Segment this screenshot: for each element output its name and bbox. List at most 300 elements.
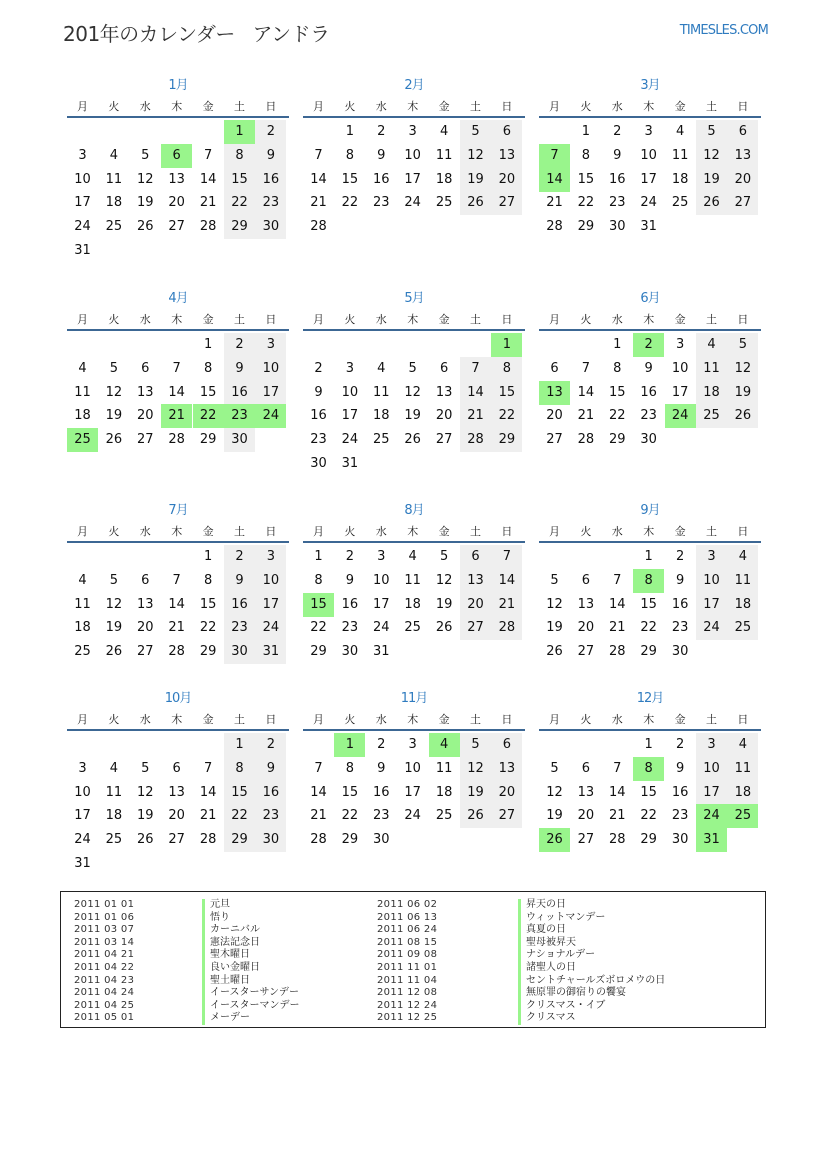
day-cell: 6 — [491, 120, 522, 144]
day-cell: 23 — [671, 808, 689, 824]
day-cell: 4 — [408, 549, 417, 564]
month-title: 5月 — [404, 291, 424, 306]
holiday-date: 2011 04 23 — [74, 974, 135, 986]
day-cell: 3 — [408, 737, 417, 752]
day-cell: 14 — [310, 784, 327, 800]
weekday-label: 金 — [202, 525, 214, 538]
day-cell: 6 — [439, 360, 449, 376]
day-cell: 5 — [408, 360, 417, 376]
day-cell: 22 — [577, 195, 595, 211]
weekday-header — [303, 98, 525, 112]
brand-logo[interactable]: TIMESLES.COM — [679, 23, 768, 38]
day-cell: 31 — [373, 644, 390, 660]
day-cell: 6 — [581, 760, 591, 776]
weekday-label: 火 — [580, 713, 592, 726]
holiday-date: 2011 04 24 — [74, 987, 135, 999]
day-cell: 22 — [224, 804, 255, 828]
weekday-label: 火 — [108, 313, 120, 326]
day-cell: 12 — [460, 144, 491, 168]
day-cell: 11 — [727, 757, 758, 781]
weekday-label: 日 — [737, 525, 749, 538]
day-cell: 30 — [224, 428, 255, 452]
day-cell: 11 — [105, 171, 123, 187]
holiday-day-cell: 26 — [539, 828, 570, 852]
weekday-label: 金 — [438, 713, 450, 726]
day-cell: 22 — [310, 620, 327, 636]
holiday-day-cell: 15 — [303, 593, 334, 617]
day-cell: 21 — [310, 808, 327, 824]
header-rule — [67, 116, 289, 118]
day-cell: 3 — [644, 124, 653, 139]
day-cell: 31 — [341, 456, 359, 471]
day-cell: 15 — [341, 171, 359, 187]
weekday-label: 金 — [202, 713, 214, 726]
day-cell: 19 — [727, 381, 758, 405]
day-cell: 16 — [224, 593, 255, 617]
holiday-date: 2011 04 22 — [74, 962, 135, 973]
weekday-label: 金 — [674, 525, 686, 538]
weekday-label: 木 — [171, 100, 183, 113]
weekday-label: 水 — [139, 713, 151, 726]
day-cell: 26 — [546, 644, 563, 660]
holiday-date: 2011 06 13 — [377, 911, 438, 923]
day-cell: 2 — [675, 549, 685, 564]
weekday-label: 火 — [344, 525, 356, 538]
day-cell: 29 — [224, 215, 255, 239]
weekday-label: 土 — [470, 313, 481, 326]
weekday-label: 火 — [580, 525, 592, 538]
day-cell: 24 — [74, 219, 91, 235]
holiday-name: 諸聖人の日 — [518, 962, 576, 975]
day-cell: 4 — [109, 760, 119, 776]
holiday-date: 2011 11 01 — [377, 962, 438, 973]
holiday-name: 憲法記念日 — [202, 937, 260, 950]
weekday-label: 月 — [549, 525, 560, 538]
holiday-name: 無原罪の御宿りの饗宴 — [518, 987, 626, 1000]
day-cell: 7 — [172, 360, 181, 376]
day-cell: 11 — [404, 572, 421, 588]
day-cell: 25 — [373, 432, 390, 448]
day-cell: 29 — [199, 432, 217, 448]
day-cell: 20 — [491, 781, 522, 805]
day-cell: 2 — [255, 120, 286, 144]
day-cell: 29 — [609, 432, 626, 448]
day-cell: 11 — [105, 784, 123, 800]
header-rule — [67, 541, 289, 543]
day-cell: 8 — [613, 360, 622, 376]
day-cell: 15 — [577, 171, 595, 187]
day-cell: 28 — [546, 219, 563, 235]
day-cell: 31 — [74, 856, 91, 871]
day-cell: 23 — [373, 195, 390, 211]
day-cell: 30 — [224, 640, 255, 664]
day-cell: 31 — [640, 219, 657, 235]
day-cell: 8 — [345, 760, 355, 776]
day-cell: 10 — [640, 147, 657, 163]
holiday-day-cell: 21 — [161, 404, 192, 428]
day-cell: 2 — [613, 124, 622, 139]
day-cell: 18 — [435, 784, 453, 800]
holiday-day-cell: 7 — [539, 144, 570, 168]
day-cell: 21 — [491, 593, 522, 617]
holiday-date: 2011 11 04 — [377, 974, 438, 986]
weekday-label: 水 — [611, 713, 623, 726]
day-cell: 22 — [341, 808, 359, 824]
holiday-date: 2011 12 24 — [377, 999, 438, 1011]
weekday-label: 木 — [643, 713, 655, 726]
month-11 — [303, 687, 525, 887]
day-cell: 17 — [696, 781, 727, 805]
day-cell: 9 — [377, 147, 386, 163]
weekday-header — [303, 523, 525, 537]
day-cell: 31 — [74, 243, 91, 258]
day-cell: 11 — [727, 569, 758, 593]
day-cell: 5 — [550, 572, 559, 588]
day-cell: 4 — [696, 333, 727, 357]
header-rule — [303, 329, 525, 331]
holiday-day-cell: 23 — [224, 404, 255, 428]
holiday-date: 2011 09 08 — [377, 949, 438, 961]
day-cell: 1 — [224, 733, 255, 757]
day-cell: 24 — [640, 195, 657, 211]
day-cell: 1 — [345, 124, 355, 139]
weekday-header — [539, 523, 761, 537]
day-cell: 12 — [137, 171, 154, 187]
header-rule — [67, 329, 289, 331]
day-cell: 13 — [577, 784, 595, 800]
weekday-header — [67, 711, 289, 725]
day-cell: 12 — [105, 596, 123, 612]
day-cell: 18 — [696, 381, 727, 405]
day-cell: 8 — [314, 572, 323, 588]
day-cell: 15 — [491, 381, 522, 405]
weekday-label: 月 — [549, 313, 560, 326]
weekday-header — [67, 311, 289, 325]
holiday-date: 2011 08 15 — [377, 936, 438, 948]
header-rule — [67, 729, 289, 731]
weekday-label: 水 — [375, 713, 387, 726]
day-cell: 19 — [105, 620, 123, 636]
day-cell: 30 — [671, 832, 689, 848]
day-cell: 27 — [491, 191, 522, 215]
day-cell: 4 — [727, 545, 758, 569]
day-cell: 12 — [546, 784, 563, 800]
day-cell: 22 — [199, 620, 217, 636]
weekday-label: 月 — [549, 100, 560, 113]
day-cell: 19 — [137, 195, 154, 211]
month-title: 6月 — [640, 291, 660, 306]
day-cell: 28 — [199, 832, 217, 848]
day-cell: 7 — [172, 572, 181, 588]
day-cell: 28 — [491, 616, 522, 640]
day-cell: 3 — [696, 733, 727, 757]
day-cell: 5 — [141, 147, 150, 163]
weekday-label: 月 — [313, 525, 324, 538]
day-cell: 11 — [435, 147, 453, 163]
day-cell: 18 — [74, 620, 91, 636]
weekday-label: 金 — [202, 100, 214, 113]
weekday-label: 火 — [344, 313, 356, 326]
day-cell: 3 — [675, 337, 685, 352]
day-cell: 19 — [460, 781, 491, 805]
day-cell: 8 — [203, 572, 213, 588]
day-cell: 10 — [74, 171, 91, 187]
day-cell: 24 — [696, 616, 727, 640]
holiday-date: 2011 05 01 — [74, 1012, 135, 1024]
day-cell: 12 — [546, 596, 563, 612]
holiday-name: ナショナルデー — [518, 949, 595, 962]
day-cell: 13 — [491, 757, 522, 781]
day-cell: 15 — [640, 784, 657, 800]
weekday-label: 土 — [470, 525, 481, 538]
day-cell: 4 — [109, 147, 119, 163]
holiday-day-cell: 4 — [429, 733, 460, 757]
day-cell: 29 — [341, 832, 359, 848]
day-cell: 13 — [168, 171, 185, 187]
day-cell: 20 — [577, 620, 595, 636]
month-10 — [67, 687, 289, 887]
day-cell: 8 — [491, 357, 522, 381]
day-cell: 1 — [644, 549, 653, 564]
day-cell: 10 — [404, 760, 421, 776]
day-cell: 1 — [613, 337, 622, 352]
weekday-label: 火 — [344, 713, 356, 726]
weekday-label: 日 — [501, 100, 513, 113]
day-cell: 1 — [203, 549, 213, 564]
weekday-label: 日 — [265, 313, 277, 326]
day-cell: 3 — [377, 549, 386, 564]
day-cell: 22 — [224, 191, 255, 215]
day-cell: 14 — [491, 569, 522, 593]
day-cell: 31 — [255, 640, 286, 664]
day-cell: 17 — [255, 593, 286, 617]
day-cell: 10 — [341, 384, 359, 400]
month-title: 7月 — [168, 503, 188, 518]
day-cell: 27 — [460, 616, 491, 640]
day-cell: 14 — [577, 384, 595, 400]
day-cell: 20 — [137, 620, 154, 636]
day-cell: 27 — [577, 832, 595, 848]
day-cell: 5 — [439, 549, 449, 564]
day-cell: 9 — [377, 760, 386, 776]
weekday-label: 水 — [375, 313, 387, 326]
day-cell: 24 — [74, 832, 91, 848]
day-cell: 17 — [671, 384, 689, 400]
day-cell: 16 — [255, 168, 286, 192]
weekday-label: 火 — [108, 100, 120, 113]
day-cell: 5 — [727, 333, 758, 357]
weekday-label: 火 — [108, 525, 120, 538]
weekday-header — [303, 711, 525, 725]
weekday-label: 土 — [706, 313, 717, 326]
day-cell: 3 — [408, 124, 417, 139]
month-4 — [67, 287, 289, 487]
day-cell: 6 — [550, 360, 559, 376]
header-rule — [303, 541, 525, 543]
header-rule — [539, 329, 761, 331]
day-cell: 10 — [671, 360, 689, 376]
day-cell: 5 — [696, 120, 727, 144]
weekday-label: 日 — [265, 100, 277, 113]
day-cell: 16 — [341, 596, 359, 612]
day-cell: 9 — [675, 760, 685, 776]
day-cell: 23 — [640, 408, 657, 424]
day-cell: 7 — [613, 572, 622, 588]
day-cell: 19 — [404, 408, 421, 424]
month-6 — [539, 287, 761, 487]
day-cell: 9 — [224, 569, 255, 593]
day-cell: 13 — [137, 596, 154, 612]
holiday-date: 2011 12 08 — [377, 987, 438, 999]
day-cell: 9 — [314, 384, 323, 400]
day-cell: 14 — [168, 596, 185, 612]
day-cell: 18 — [105, 195, 123, 211]
day-cell: 27 — [435, 432, 453, 448]
day-cell: 21 — [577, 408, 595, 424]
day-cell: 21 — [199, 808, 217, 824]
day-cell: 20 — [168, 808, 185, 824]
day-cell: 11 — [373, 384, 390, 400]
holiday-name: セントチャールズボロメウの日 — [518, 975, 665, 988]
day-cell: 21 — [310, 195, 327, 211]
weekday-label: 月 — [77, 100, 88, 113]
weekday-label: 木 — [171, 525, 183, 538]
day-cell: 29 — [640, 832, 657, 848]
day-cell: 5 — [109, 572, 119, 588]
day-cell: 3 — [255, 333, 286, 357]
weekday-label: 水 — [375, 100, 387, 113]
day-cell: 29 — [224, 828, 255, 852]
day-cell: 28 — [609, 832, 626, 848]
day-cell: 27 — [727, 191, 758, 215]
day-cell: 8 — [224, 144, 255, 168]
day-cell: 8 — [203, 360, 213, 376]
day-cell: 12 — [460, 757, 491, 781]
day-cell: 16 — [310, 408, 327, 424]
day-cell: 9 — [345, 572, 355, 588]
holiday-day-cell: 13 — [539, 381, 570, 405]
weekday-label: 火 — [580, 100, 592, 113]
month-title: 2月 — [404, 78, 424, 93]
day-cell: 16 — [609, 171, 626, 187]
day-cell: 30 — [373, 832, 390, 848]
day-cell: 1 — [314, 549, 323, 564]
day-cell: 2 — [377, 124, 386, 139]
weekday-label: 日 — [737, 713, 749, 726]
month-title: 9月 — [640, 503, 660, 518]
day-cell: 3 — [78, 760, 87, 776]
day-cell: 19 — [546, 808, 563, 824]
holiday-day-cell: 2 — [633, 333, 664, 357]
month-9 — [539, 499, 761, 699]
day-cell: 23 — [310, 432, 327, 448]
weekday-header — [539, 311, 761, 325]
month-title: 8月 — [404, 503, 424, 518]
weekday-label: 土 — [706, 713, 717, 726]
weekday-label: 火 — [344, 100, 356, 113]
day-cell: 2 — [255, 733, 286, 757]
day-cell: 12 — [727, 357, 758, 381]
weekday-label: 金 — [438, 100, 450, 113]
day-cell: 17 — [404, 784, 421, 800]
day-cell: 15 — [341, 784, 359, 800]
holiday-day-cell: 31 — [696, 828, 727, 852]
day-cell: 11 — [435, 760, 453, 776]
day-cell: 28 — [460, 428, 491, 452]
weekday-label: 日 — [265, 713, 277, 726]
day-cell: 21 — [546, 195, 563, 211]
weekday-label: 日 — [501, 525, 513, 538]
weekday-label: 火 — [108, 713, 120, 726]
day-cell: 5 — [460, 120, 491, 144]
day-cell: 11 — [74, 384, 91, 400]
day-cell: 28 — [609, 644, 626, 660]
day-cell: 9 — [675, 572, 685, 588]
day-cell: 8 — [581, 147, 591, 163]
weekday-label: 木 — [643, 100, 655, 113]
day-cell: 25 — [671, 195, 689, 211]
day-cell: 3 — [696, 545, 727, 569]
holiday-name: 良い金曜日 — [202, 962, 260, 975]
header-rule — [303, 729, 525, 731]
holiday-date: 2011 12 25 — [377, 1012, 438, 1024]
day-cell: 10 — [255, 569, 286, 593]
holiday-date: 2011 01 06 — [74, 911, 135, 923]
day-cell: 24 — [255, 616, 286, 640]
day-cell: 1 — [644, 737, 653, 752]
day-cell: 12 — [137, 784, 154, 800]
day-cell: 21 — [460, 404, 491, 428]
holiday-name: 元旦 — [202, 899, 230, 912]
holiday-day-cell: 14 — [539, 168, 570, 192]
day-cell: 14 — [310, 171, 327, 187]
holiday-day-cell: 24 — [696, 804, 727, 828]
holiday-day-cell: 8 — [633, 757, 664, 781]
weekday-label: 火 — [580, 313, 592, 326]
day-cell: 23 — [373, 808, 390, 824]
day-cell: 18 — [105, 808, 123, 824]
weekday-label: 木 — [407, 313, 419, 326]
holiday-name: 聖木曜日 — [202, 949, 250, 962]
day-cell: 6 — [141, 360, 150, 376]
month-title: 3月 — [640, 78, 660, 93]
holiday-name: ウィットマンデー — [518, 912, 605, 925]
day-cell: 26 — [435, 620, 453, 636]
holiday-day-cell: 8 — [633, 569, 664, 593]
day-cell: 20 — [137, 408, 154, 424]
weekday-label: 日 — [737, 313, 749, 326]
weekday-label: 月 — [313, 713, 324, 726]
header-rule — [539, 541, 761, 543]
day-cell: 15 — [224, 168, 255, 192]
weekday-label: 月 — [77, 525, 88, 538]
weekday-header — [67, 523, 289, 537]
weekday-label: 土 — [470, 713, 481, 726]
day-cell: 18 — [727, 781, 758, 805]
day-cell: 22 — [341, 195, 359, 211]
day-cell: 21 — [609, 808, 626, 824]
day-cell: 20 — [577, 808, 595, 824]
day-cell: 18 — [373, 408, 390, 424]
weekday-label: 月 — [313, 313, 324, 326]
day-cell: 7 — [491, 545, 522, 569]
day-cell: 8 — [224, 757, 255, 781]
day-cell: 18 — [727, 593, 758, 617]
day-cell: 22 — [491, 404, 522, 428]
day-cell: 30 — [341, 644, 359, 660]
day-cell: 16 — [671, 784, 689, 800]
day-cell: 28 — [168, 644, 185, 660]
